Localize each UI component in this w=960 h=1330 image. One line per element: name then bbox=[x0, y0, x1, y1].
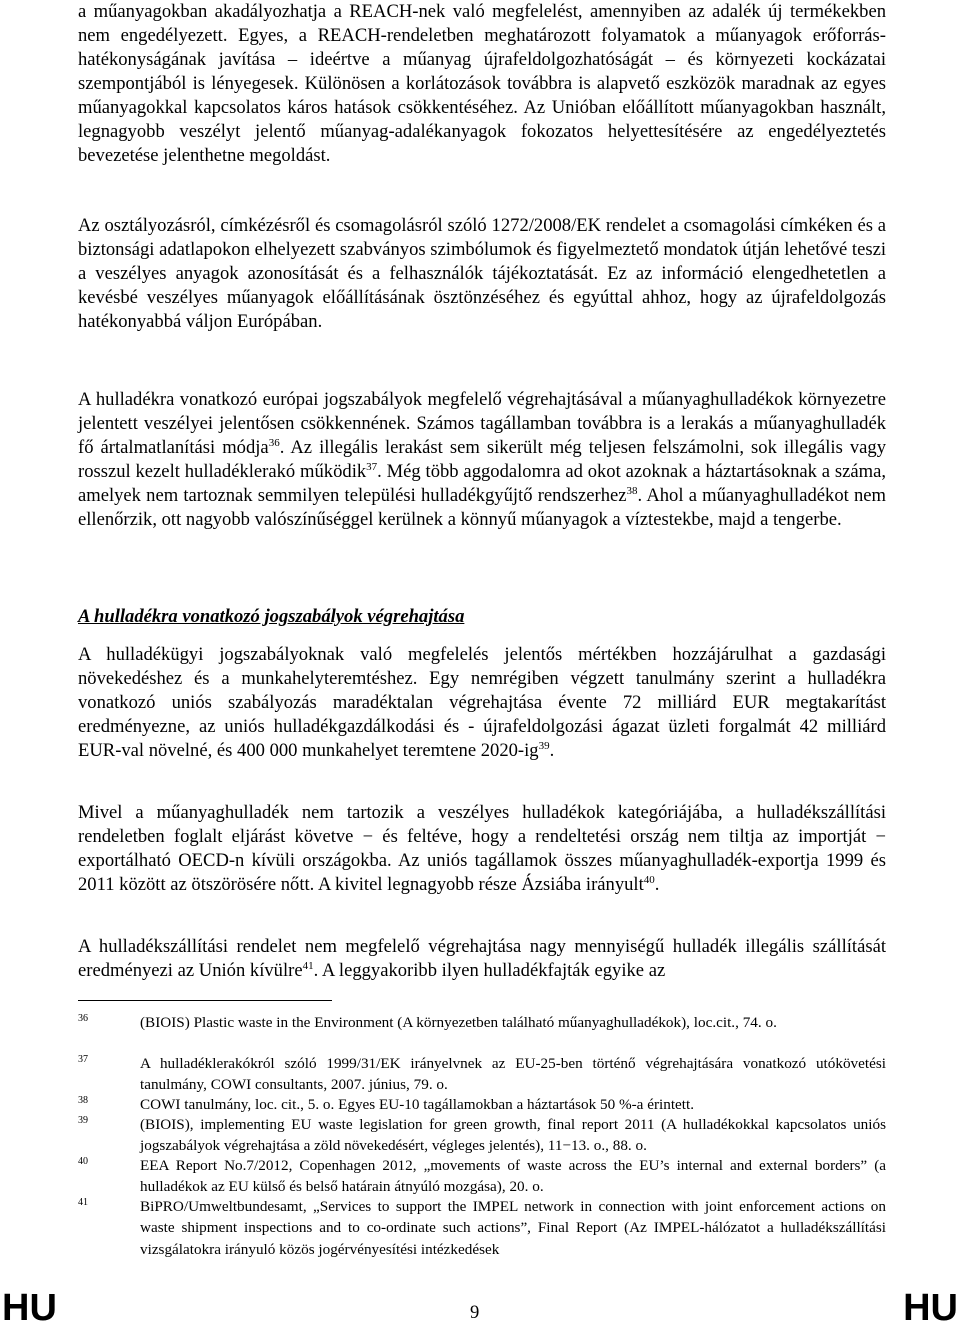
footnote-ref-41[interactable]: 41 bbox=[302, 960, 314, 972]
text-segment: . Még több aggodalomra ad okot azoknak a háztartásoknak a száma, amelyek nem tartoznak semmilyen települési hulladékgyűjtő rendszerhez bbox=[78, 461, 886, 506]
footnote-number: 40 bbox=[78, 1156, 88, 1167]
footnote-number: 37 bbox=[78, 1054, 88, 1065]
paragraph-clp-regulation: Az osztályozásról, címkézésről és csomagolásról szóló 1272/2008/EK rendelet a csomagolási címkéken és a biztonsági adatlapokon elhelyezett szabványos szimbólumok és figyelmeztető mondatok útján lehetővé teszi a veszélyes anyagok azonosítását és a felhasználók tájékoztatását. Ez az információ elengedhetetlen a kevésbé veszélyes műanyagok előállításának ösztönzéséhez és egyúttal ahhoz, hogy az újrafeldolgozás hatékonyabbá váljon Európában. bbox=[78, 215, 886, 332]
footnote-text: EEA Report No.7/2012, Copenhagen 2012, „movements of waste across the EU’s internal and external borders” (a hulladékok az EU külső és belső határain átnyúló mozgása), 20. o. bbox=[140, 1157, 886, 1196]
text-segment: . A leggyakoribb ilyen hulladékfajták egyike az bbox=[313, 960, 666, 981]
paragraph-reach: a műanyagokban akadályozhatja a REACH-nek való megfelelést, amennyiben az adalék új termékekben nem engedélyezett. Egyes, a REACH-rendeletben meghatározott folyamatok a műanyagok erőforrás-hatékonyságának javítása – ideértve a műanyag újrafeldolgozhatóságát – és környezeti kockázatai szempontjából is lényegesek. Különösen a korlátozások továbbra is alapvető eszközök maradnak az egyes műanyagokkal kapcsolatos káros hatások csökkentéséhez. Az Unióban előállított műanyagokban használt, legnagyobb veszélyt jelentő műanyag-adalékanyagok fokozatos helyettesítésére az engedélyeztetés bevezetése jelenthetne megoldást. bbox=[78, 1, 886, 166]
footnote-ref-38[interactable]: 38 bbox=[626, 485, 638, 497]
footnote-38 bbox=[78, 1094, 886, 1115]
footnote-number: 39 bbox=[78, 1115, 88, 1126]
text-segment: . bbox=[549, 740, 555, 761]
footnote-36 bbox=[78, 1012, 886, 1033]
footnote-ref-37[interactable]: 37 bbox=[366, 461, 378, 473]
footnote-text: BiPRO/Umweltbundesamt, „Services to support the IMPEL network in connection with joint enforcement actions on waste shipment inspections and to co-ordinate such actions”, Final Report (Az IMPEL-hálózatot a hulladékszállítási vizsgálatokra irányuló közös jogérvényesítési intézkedések bbox=[140, 1198, 886, 1258]
footnote-text: COWI tanulmány, loc. cit., 5. o. Egyes EU-10 tagállamokban a háztartások 50 %-a érintett. bbox=[140, 1096, 695, 1113]
text-segment: . Ahol a műanyaghulladékot nem ellenőrzik, ott nagyobb valószínűséggel kerülnek a könnyű műanyagok a víztestekbe, majd a tengerbe. bbox=[78, 485, 886, 530]
language-code-left: HU bbox=[2, 1287, 57, 1329]
footnote-41 bbox=[78, 1196, 886, 1260]
section-heading: A hulladékra vonatkozó jogszabályok végrehajtása bbox=[78, 606, 465, 627]
footnote-number: 36 bbox=[78, 1013, 88, 1024]
text-segment: A hulladékügyi jogszabályoknak való megfelelés jelentős mértékben hozzájárulhat a gazdasági növekedéshez és a munkahelyteremtéshez. Egy nemrégiben végzett tanulmány szerint a hulladékra vonatkozó uniós szabályozás maradéktalan végrehajtása évente 72 milliárd EUR megtakarítást eredményezne, az uniós hulladékgazdálkodási és - újrafeldolgozási ágazat üzleti forgalmát 42 milliárd EUR-val növelné, és 400 000 munkahelyet teremtene 2020-ig bbox=[78, 644, 886, 761]
footnote-ref-40[interactable]: 40 bbox=[643, 874, 655, 886]
footnote-text: (BIOIS) Plastic waste in the Environment (A környezetben található műanyaghulladékok), loc.cit., 74. o. bbox=[140, 1014, 777, 1031]
paragraph-export bbox=[78, 801, 886, 897]
text-segment: Mivel a műanyaghulladék nem tartozik a veszélyes hulladékok kategóriájába, a hulladékszállítási rendeletben foglalt eljárást követve − és feltéve, hogy a rendeltetési ország nem tiltja az importját − exportálható OECD-n kívüli országokba. Az uniós tagállamok összes műanyaghulladék-exportja 1999 és 2011 között az ötszörösére nőtt. A kivitel legnagyobb része Ázsiába irányult bbox=[78, 802, 886, 895]
footnote-ref-39[interactable]: 39 bbox=[538, 740, 550, 752]
paragraph-waste-legislation bbox=[78, 388, 886, 532]
text-segment: . Az illegális lerakást sem sikerült még teljesen felszámolni, sok illegális vagy rosszul kezelt hulladéklerakó működik bbox=[78, 437, 887, 482]
language-code-right: HU bbox=[903, 1287, 958, 1329]
paragraph-shipment bbox=[78, 935, 886, 983]
footnote-40 bbox=[78, 1155, 886, 1198]
text-segment: . bbox=[654, 874, 660, 895]
footnote-ref-36[interactable]: 36 bbox=[268, 437, 280, 449]
paragraph-compliance-growth bbox=[78, 643, 886, 763]
footnote-separator bbox=[78, 1000, 332, 1001]
text-segment: A hulladékra vonatkozó európai jogszabályok megfelelő végrehajtásával a műanyaghulladékok környezetre jelentett veszélyei jelentősen csökkennének. Számos tagállamban továbbra is a lerakás a műanyaghulladék fő ártalmatlanítási módja bbox=[78, 389, 886, 458]
footnote-text: A hulladéklerakókról szóló 1999/31/EK irányelvnek az EU-25-ben történő végrehajtására vonatkozó utókövetési tanulmány, COWI consultants, 2007. június, 79. o. bbox=[140, 1055, 886, 1094]
footnote-number: 38 bbox=[78, 1095, 88, 1106]
text-segment: A hulladékszállítási rendelet nem megfelelő végrehajtása nagy mennyiségű hulladék illegális szállítását eredményezi az Unión kívülre bbox=[78, 936, 886, 981]
footnote-text: (BIOIS), implementing EU waste legislation for green growth, final report 2011 (A hulladékokkal kapcsolatos uniós jogszabályok végrehajtása a zöld növekedésért, végleges jelentés), 11−13. o., 88. o. bbox=[140, 1116, 886, 1155]
footnote-37 bbox=[78, 1053, 886, 1096]
footnote-number: 41 bbox=[78, 1197, 88, 1208]
footnote-39 bbox=[78, 1114, 886, 1157]
page-number: 9 bbox=[470, 1302, 480, 1323]
